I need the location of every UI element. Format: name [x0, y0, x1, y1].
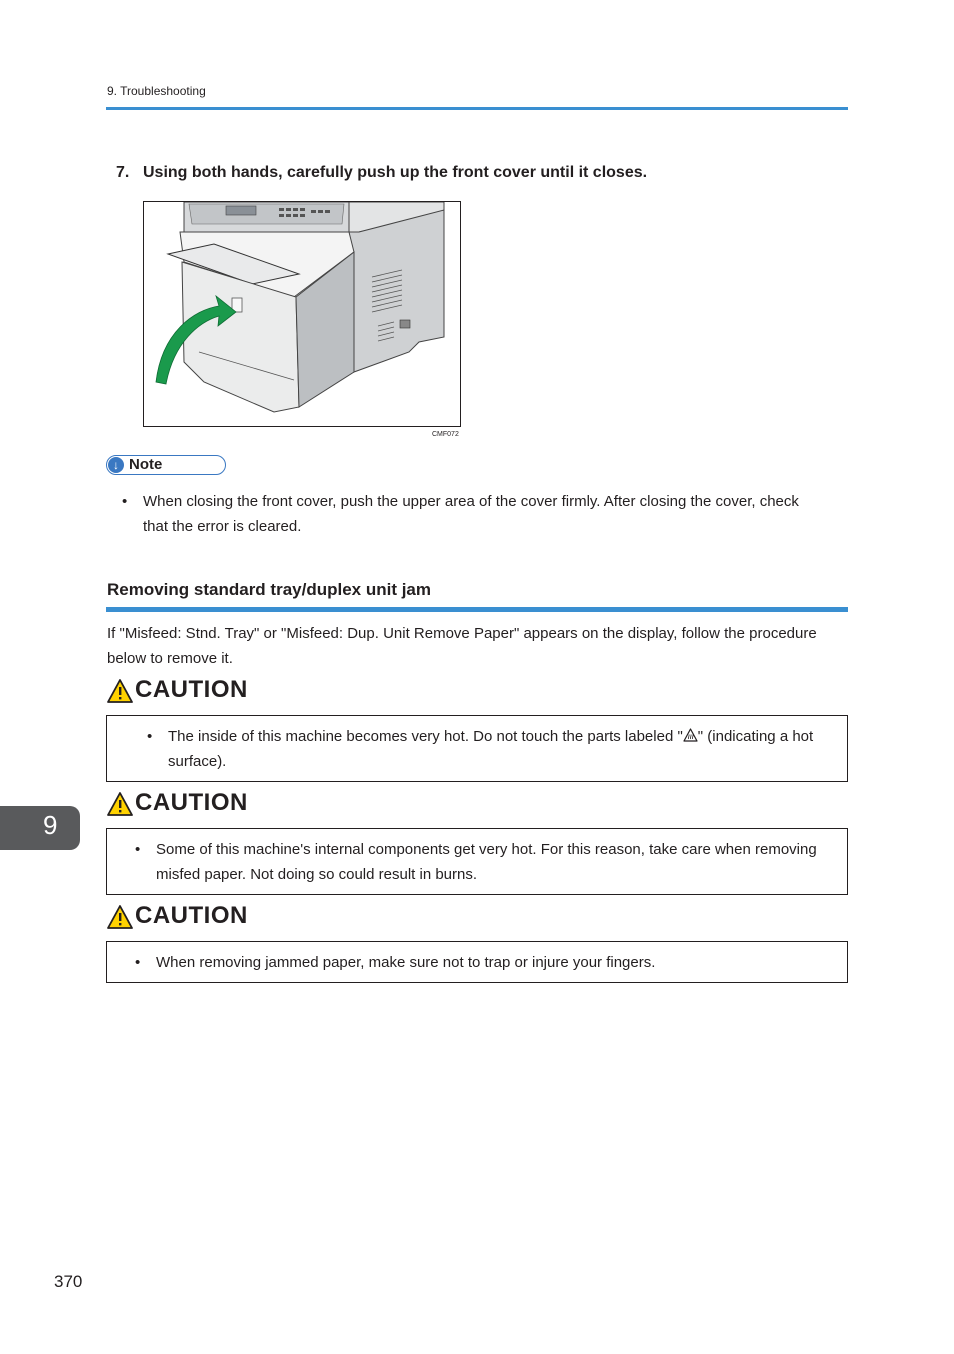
chapter-tab-number: 9 [43, 810, 58, 840]
figure-label: CMF072 [432, 431, 459, 438]
page-number: 370 [54, 1272, 83, 1291]
hot-surface-icon [683, 728, 698, 742]
caution-box [106, 715, 848, 782]
chapter-tab [0, 806, 80, 850]
bullet-icon: • [135, 841, 141, 858]
caution-text: Some of this machine's internal components get very hot. For this reason, take care when removing misfed paper. Not doing so could result in burns. [156, 841, 817, 883]
header-rule [106, 107, 848, 110]
note-heading [106, 455, 226, 475]
warning-icon [107, 905, 133, 929]
section-intro: If "Misfeed: Stnd. Tray" or "Misfeed: Dup. Unit Remove Paper" appears on the display, follow the procedure below to remove it. [107, 625, 817, 667]
section-title: Removing standard tray/duplex unit jam [107, 580, 432, 599]
bullet-icon: • [135, 954, 141, 971]
bullet-icon: • [122, 493, 128, 510]
note-item [122, 489, 823, 539]
down-arrow-icon: ↓ [108, 457, 124, 473]
caution-label: CAUTION [135, 902, 248, 929]
printer-illustration [143, 201, 461, 427]
step-number: 7. [116, 164, 130, 181]
caution-item [147, 724, 838, 774]
step-7 [116, 164, 647, 182]
note-label: Note [129, 456, 163, 473]
caution-label: CAUTION [135, 676, 248, 703]
section-rule [106, 607, 848, 612]
caution-box [106, 941, 848, 983]
warning-icon [107, 679, 133, 703]
caution-text-after: " (indicating a hot surface). [168, 728, 814, 770]
caution-box [106, 828, 848, 895]
printer-drawing [144, 202, 460, 426]
step-text: Using both hands, carefully push up the front cover until it closes. [143, 164, 648, 181]
warning-icon [107, 792, 133, 816]
bullet-icon: • [147, 728, 153, 745]
caution-text: When removing jammed paper, make sure not to trap or injure your fingers. [156, 954, 656, 971]
caution-label: CAUTION [135, 789, 248, 816]
caution-text-before: The inside of this machine becomes very hot. Do not touch the parts labeled " [168, 728, 683, 745]
caution-item [135, 950, 826, 975]
caution-item [135, 837, 826, 887]
note-item-text: When closing the front cover, push the upper area of the cover firmly. After closing the cover, check that the error is cleared. [143, 493, 799, 535]
running-header: 9. Troubleshooting [107, 84, 206, 98]
